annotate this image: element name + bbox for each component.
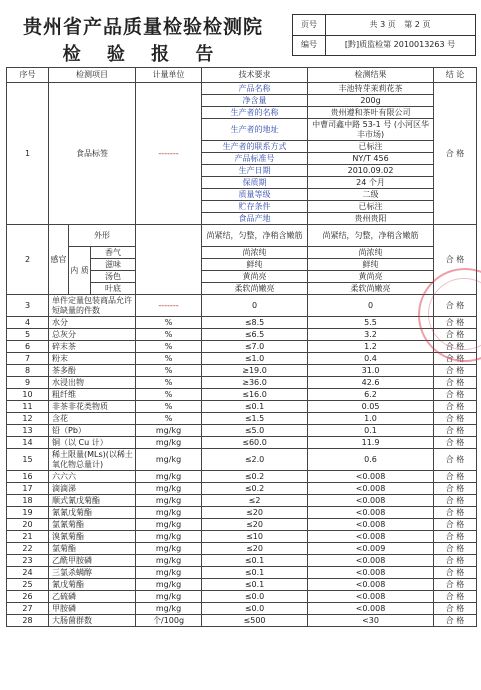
cell-unit: mg/kg (136, 555, 202, 567)
cell-result: <0.008 (308, 495, 434, 507)
cell-requirement: ≥36.0 (202, 377, 308, 389)
cell-unit: % (136, 413, 202, 425)
table-row (7, 377, 477, 389)
cell-unit: % (136, 377, 202, 389)
cell-requirement: 生产者的地址 (202, 119, 308, 141)
cell-conclusion: 合 格 (434, 341, 477, 353)
cell-requirement: ≤2 (202, 495, 308, 507)
cell-requirement: 鲜纯 (202, 259, 308, 271)
table-body (7, 68, 477, 627)
cell-unit: mg/kg (136, 437, 202, 449)
cell-result: 柔软尚嫩亮 (308, 283, 434, 295)
header-requirement: 技术要求 (202, 68, 308, 83)
table-row (7, 543, 477, 555)
cell-no: 4 (7, 317, 49, 329)
cell-no: 2 (7, 225, 49, 295)
cell-requirement: 净含量 (202, 95, 308, 107)
cell-no: 25 (7, 579, 49, 591)
cell-conclusion: 合 格 (434, 425, 477, 437)
cell-item: 稀土限量(MLs)(以稀土氧化物总量计) (49, 449, 136, 471)
cell-requirement: ≤16.0 (202, 389, 308, 401)
cell-unit: mg/kg (136, 579, 202, 591)
cell-result: 丰池特芽茉莉花茶 (308, 83, 434, 95)
cell-subitem-group: 内 质 (69, 247, 91, 295)
cell-unit: mg/kg (136, 425, 202, 437)
cell-requirement: 黄尚亮 (202, 271, 308, 283)
table-row (7, 413, 477, 425)
cell-requirement: ≤6.5 (202, 329, 308, 341)
cell-result: 31.0 (308, 365, 434, 377)
cell-result: <0.008 (308, 507, 434, 519)
table-row (7, 317, 477, 329)
cell-unit: mg/kg (136, 471, 202, 483)
cell-result: <0.008 (308, 591, 434, 603)
cell-item: 总灰分 (49, 329, 136, 341)
cell-item: 茶多酚 (49, 365, 136, 377)
cell-conclusion: 合 格 (434, 437, 477, 449)
cell-requirement: ≤0.1 (202, 567, 308, 579)
cell-conclusion: 合 格 (434, 295, 477, 317)
cell-no: 8 (7, 365, 49, 377)
header-conclusion: 结 论 (434, 68, 477, 83)
number-row (293, 35, 475, 55)
cell-result: <0.009 (308, 543, 434, 555)
cell-unit: % (136, 341, 202, 353)
cell-no: 7 (7, 353, 49, 365)
report-title: 检 验 报 告 (62, 44, 224, 65)
cell-item: 顺式氰戊菊酯 (49, 495, 136, 507)
cell-no: 15 (7, 449, 49, 471)
cell-requirement: 质量等级 (202, 189, 308, 201)
table-row (7, 341, 477, 353)
cell-requirement: 食品产地 (202, 213, 308, 225)
report-meta-box (292, 14, 476, 56)
cell-result: <0.008 (308, 603, 434, 615)
cell-result: NY/T 456 (308, 153, 434, 165)
cell-unit (136, 225, 202, 295)
cell-result: 尚浓纯 (308, 247, 434, 259)
cell-result: 3.2 (308, 329, 434, 341)
table-row (7, 507, 477, 519)
cell-conclusion: 合 格 (434, 603, 477, 615)
cell-item: 食品标签 (49, 83, 136, 225)
cell-requirement: 生产者的联系方式 (202, 141, 308, 153)
cell-item: 滴滴涕 (49, 483, 136, 495)
table-row (7, 567, 477, 579)
cell-no: 17 (7, 483, 49, 495)
cell-requirement: 贮存条件 (202, 201, 308, 213)
cell-requirement: ≤0.0 (202, 591, 308, 603)
table-row (7, 425, 477, 437)
organization-name: 贵州省产品质量检验检测院 (22, 16, 263, 38)
cell-unit: 个/100g (136, 615, 202, 627)
inspection-table (6, 67, 477, 627)
cell-requirement: ≤0.1 (202, 401, 308, 413)
cell-conclusion: 合 格 (434, 543, 477, 555)
cell-result: 42.6 (308, 377, 434, 389)
cell-conclusion: 合 格 (434, 413, 477, 425)
cell-item: 单件定量包装商品允许短缺量的件数 (49, 295, 136, 317)
cell-requirement: ≤1.5 (202, 413, 308, 425)
cell-result: 11.9 (308, 437, 434, 449)
table-row (7, 389, 477, 401)
cell-requirement: ≤7.0 (202, 341, 308, 353)
cell-requirement: 生产者的名称 (202, 107, 308, 119)
cell-item: 乙酰甲胺磷 (49, 555, 136, 567)
cell-conclusion: 合 格 (434, 353, 477, 365)
cell-conclusion: 合 格 (434, 377, 477, 389)
cell-result: 0.05 (308, 401, 434, 413)
cell-conclusion: 合 格 (434, 483, 477, 495)
cell-conclusion: 合 格 (434, 401, 477, 413)
cell-unit: % (136, 329, 202, 341)
cell-item: 水分 (49, 317, 136, 329)
cell-result: 已标注 (308, 141, 434, 153)
cell-requirement: 产品名称 (202, 83, 308, 95)
cell-item: 铜（以 Cu 计） (49, 437, 136, 449)
page-row (293, 15, 475, 36)
cell-item: 甲胺磷 (49, 603, 136, 615)
page-label: 页号 (293, 15, 326, 35)
table-row (7, 531, 477, 543)
table-row (7, 615, 477, 627)
table-row (7, 225, 477, 247)
cell-result: 1.0 (308, 413, 434, 425)
table-row (7, 365, 477, 377)
page-current: 第 2 页 (404, 20, 431, 29)
table-row (7, 247, 477, 259)
cell-result: 5.5 (308, 317, 434, 329)
table-row (7, 519, 477, 531)
table-row (7, 449, 477, 471)
cell-no: 14 (7, 437, 49, 449)
cell-result: 0 (308, 295, 434, 317)
page-value (326, 15, 474, 35)
table-row (7, 555, 477, 567)
table-row (7, 603, 477, 615)
cell-unit: % (136, 389, 202, 401)
cell-requirement: 0 (202, 295, 308, 317)
cell-result: 200g (308, 95, 434, 107)
cell-no: 21 (7, 531, 49, 543)
cell-result: <0.008 (308, 579, 434, 591)
cell-conclusion: 合 格 (434, 449, 477, 471)
cell-conclusion: 合 格 (434, 519, 477, 531)
cell-no: 10 (7, 389, 49, 401)
cell-item: 氰氰戊菊酯 (49, 507, 136, 519)
cell-requirement: 保质期 (202, 177, 308, 189)
cell-requirement: ≤2.0 (202, 449, 308, 471)
cell-requirement: ≤0.1 (202, 579, 308, 591)
cell-no: 19 (7, 507, 49, 519)
cell-unit: mg/kg (136, 483, 202, 495)
cell-unit: ------- (136, 295, 202, 317)
cell-result: <30 (308, 615, 434, 627)
cell-unit: mg/kg (136, 449, 202, 471)
table-row (7, 353, 477, 365)
cell-requirement: ≤20 (202, 543, 308, 555)
table-row (7, 329, 477, 341)
cell-requirement: 尚紧结，匀整，净稍含嫩筋 (202, 225, 308, 247)
cell-conclusion: 合 格 (434, 225, 477, 295)
table-row (7, 83, 477, 95)
cell-conclusion: 合 格 (434, 507, 477, 519)
cell-subitem: 滋味 (91, 259, 136, 271)
cell-item: 铅（Pb） (49, 425, 136, 437)
cell-requirement: ≤1.0 (202, 353, 308, 365)
cell-unit: mg/kg (136, 543, 202, 555)
cell-no: 26 (7, 591, 49, 603)
cell-result: 0.4 (308, 353, 434, 365)
cell-requirement: 产品标准号 (202, 153, 308, 165)
cell-no: 28 (7, 615, 49, 627)
cell-no: 18 (7, 495, 49, 507)
cell-no: 12 (7, 413, 49, 425)
cell-no: 11 (7, 401, 49, 413)
header-no: 序号 (7, 68, 49, 83)
cell-result: <0.008 (308, 483, 434, 495)
cell-item: 非茶非花类物质 (49, 401, 136, 413)
cell-result: <0.008 (308, 519, 434, 531)
cell-requirement: 柔软尚嫩亮 (202, 283, 308, 295)
cell-item: 粉末 (49, 353, 136, 365)
cell-result: <0.008 (308, 567, 434, 579)
cell-conclusion: 合 格 (434, 317, 477, 329)
cell-result: <0.008 (308, 471, 434, 483)
cell-requirement: ≤0.0 (202, 603, 308, 615)
table-row (7, 495, 477, 507)
cell-conclusion: 合 格 (434, 615, 477, 627)
cell-no: 22 (7, 543, 49, 555)
cell-item: 乙硫磷 (49, 591, 136, 603)
cell-no: 9 (7, 377, 49, 389)
cell-item: 氯菊酯 (49, 543, 136, 555)
table-row (7, 579, 477, 591)
cell-result: 24 个月 (308, 177, 434, 189)
cell-requirement: ≤0.2 (202, 483, 308, 495)
table-row (7, 295, 477, 317)
cell-no: 23 (7, 555, 49, 567)
cell-result: 鲜纯 (308, 259, 434, 271)
cell-requirement: 生产日期 (202, 165, 308, 177)
cell-no: 3 (7, 295, 49, 317)
cell-result: <0.008 (308, 531, 434, 543)
cell-requirement: ≤500 (202, 615, 308, 627)
cell-result: 0.1 (308, 425, 434, 437)
cell-unit: ------- (136, 83, 202, 225)
header-item: 检测项目 (49, 68, 136, 83)
cell-no: 1 (7, 83, 49, 225)
table-header-row (7, 68, 477, 83)
cell-conclusion: 合 格 (434, 471, 477, 483)
page-total: 共 3 页 (369, 20, 396, 29)
cell-result: 贵州遵和茶叶有限公司 (308, 107, 434, 119)
table-row (7, 591, 477, 603)
cell-no: 5 (7, 329, 49, 341)
cell-result: 1.2 (308, 341, 434, 353)
cell-requirement: ≤20 (202, 519, 308, 531)
cell-unit: mg/kg (136, 507, 202, 519)
cell-requirement: ≤60.0 (202, 437, 308, 449)
cell-result: <0.008 (308, 555, 434, 567)
cell-item: 水浸出物 (49, 377, 136, 389)
cell-subitem: 香气 (91, 247, 136, 259)
cell-unit: % (136, 317, 202, 329)
cell-conclusion: 合 格 (434, 495, 477, 507)
cell-item: 氰戊菊酯 (49, 579, 136, 591)
cell-item: 氯氰菊酯 (49, 519, 136, 531)
cell-item: 含花 (49, 413, 136, 425)
cell-result: 尚紧结，匀整，净稍含嫩筋 (308, 225, 434, 247)
cell-item: 六六六 (49, 471, 136, 483)
cell-conclusion: 合 格 (434, 365, 477, 377)
cell-no: 27 (7, 603, 49, 615)
cell-unit: mg/kg (136, 567, 202, 579)
table-row (7, 483, 477, 495)
cell-conclusion: 合 格 (434, 567, 477, 579)
header-unit: 计量单位 (136, 68, 202, 83)
cell-result: 0.6 (308, 449, 434, 471)
cell-result: 黄尚亮 (308, 271, 434, 283)
cell-unit: % (136, 353, 202, 365)
cell-result: 6.2 (308, 389, 434, 401)
cell-conclusion: 合 格 (434, 531, 477, 543)
cell-requirement: ≤5.0 (202, 425, 308, 437)
cell-result: 贵州贵阳 (308, 213, 434, 225)
cell-item: 大肠菌群数 (49, 615, 136, 627)
cell-requirement: ≥19.0 (202, 365, 308, 377)
cell-requirement: 尚浓纯 (202, 247, 308, 259)
cell-no: 6 (7, 341, 49, 353)
cell-conclusion: 合 格 (434, 389, 477, 401)
cell-subitem: 外形 (69, 225, 136, 247)
cell-unit: % (136, 365, 202, 377)
cell-requirement: ≤8.5 (202, 317, 308, 329)
cell-item: 碎末茶 (49, 341, 136, 353)
table-row (7, 401, 477, 413)
cell-conclusion: 合 格 (434, 329, 477, 341)
cell-item: 感官 (49, 225, 69, 295)
table-row (7, 437, 477, 449)
table-row (7, 471, 477, 483)
cell-conclusion: 合 格 (434, 83, 477, 225)
number-label: 编号 (293, 35, 326, 55)
cell-requirement: ≤10 (202, 531, 308, 543)
cell-conclusion: 合 格 (434, 591, 477, 603)
cell-result: 二级 (308, 189, 434, 201)
cell-result: 已标注 (308, 201, 434, 213)
cell-requirement: ≤0.1 (202, 555, 308, 567)
cell-result: 中曹司鑫中路 53-1 号 (小河区华丰市场) (308, 119, 434, 141)
cell-no: 24 (7, 567, 49, 579)
cell-no: 16 (7, 471, 49, 483)
cell-requirement: ≤0.2 (202, 471, 308, 483)
cell-conclusion: 合 格 (434, 555, 477, 567)
cell-unit: % (136, 401, 202, 413)
cell-item: 三氯杀螨醇 (49, 567, 136, 579)
cell-unit: mg/kg (136, 495, 202, 507)
cell-requirement: ≤20 (202, 507, 308, 519)
report-number: [黔]质监检第 2010013263 号 (344, 40, 456, 49)
cell-no: 20 (7, 519, 49, 531)
cell-item: 粗纤维 (49, 389, 136, 401)
cell-unit: mg/kg (136, 591, 202, 603)
header-result: 检测结果 (308, 68, 434, 83)
cell-subitem: 汤色 (91, 271, 136, 283)
cell-unit: mg/kg (136, 603, 202, 615)
cell-conclusion: 合 格 (434, 579, 477, 591)
cell-unit: mg/kg (136, 519, 202, 531)
cell-unit: mg/kg (136, 531, 202, 543)
cell-item: 溴氰菊酯 (49, 531, 136, 543)
cell-result: 2010.09.02 (308, 165, 434, 177)
cell-subitem: 叶底 (91, 283, 136, 295)
cell-no: 13 (7, 425, 49, 437)
